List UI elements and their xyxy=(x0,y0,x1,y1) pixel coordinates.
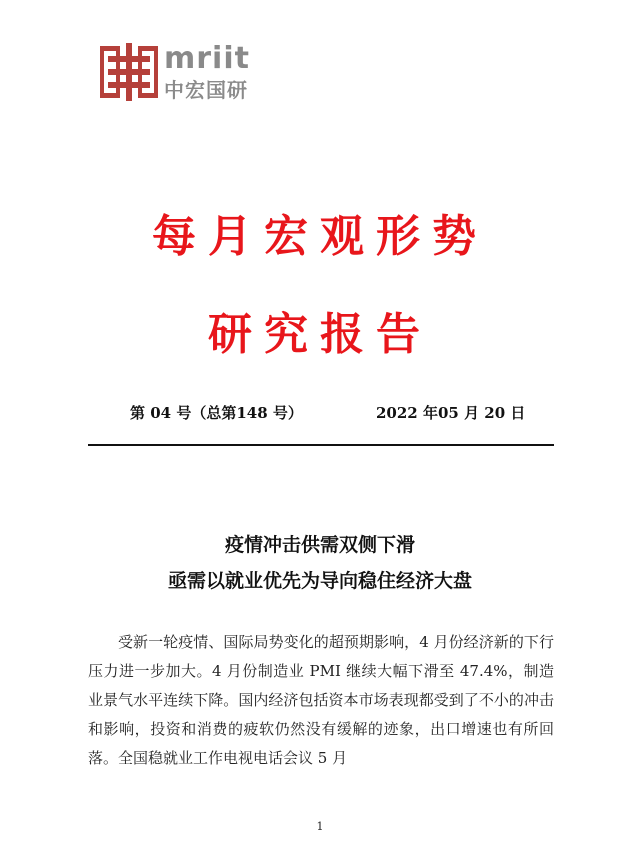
article-headline-line2: 亟需以就业优先为导向稳住经济大盘 xyxy=(167,570,472,592)
issue-date: 2022 年05 月 20 日 xyxy=(376,404,526,422)
logo-brand-en: mriit xyxy=(164,41,250,76)
issue-number: 第 04 号（总第148 号） xyxy=(130,404,303,422)
page-number: 1 xyxy=(316,820,324,833)
article-headline-line1: 疫情冲击供需双侧下滑 xyxy=(224,534,415,556)
report-title-line2: 研究报告 xyxy=(208,309,432,360)
logo xyxy=(100,43,260,103)
mriit-logo-icon xyxy=(100,43,158,101)
header-divider xyxy=(88,444,554,446)
report-title-line1: 每月宏观形势 xyxy=(152,211,488,262)
logo-brand-cn: 中宏国研 xyxy=(164,78,248,102)
article-paragraph: 受新一轮疫情、国际局势变化的超预期影响，4 月份经济新的下行压力进一步加大。4 月份制造业 PMI 继续大幅下滑至 47.4%，制造业景气水平连续下降。国内经济包括资本市场表现都受到了不小的冲击和影响，投资和消费的疲软仍然没有缓解的迹象，出口增速也有所回落。全国稳就业工作电视电话会议 5 月 xyxy=(88,633,554,767)
